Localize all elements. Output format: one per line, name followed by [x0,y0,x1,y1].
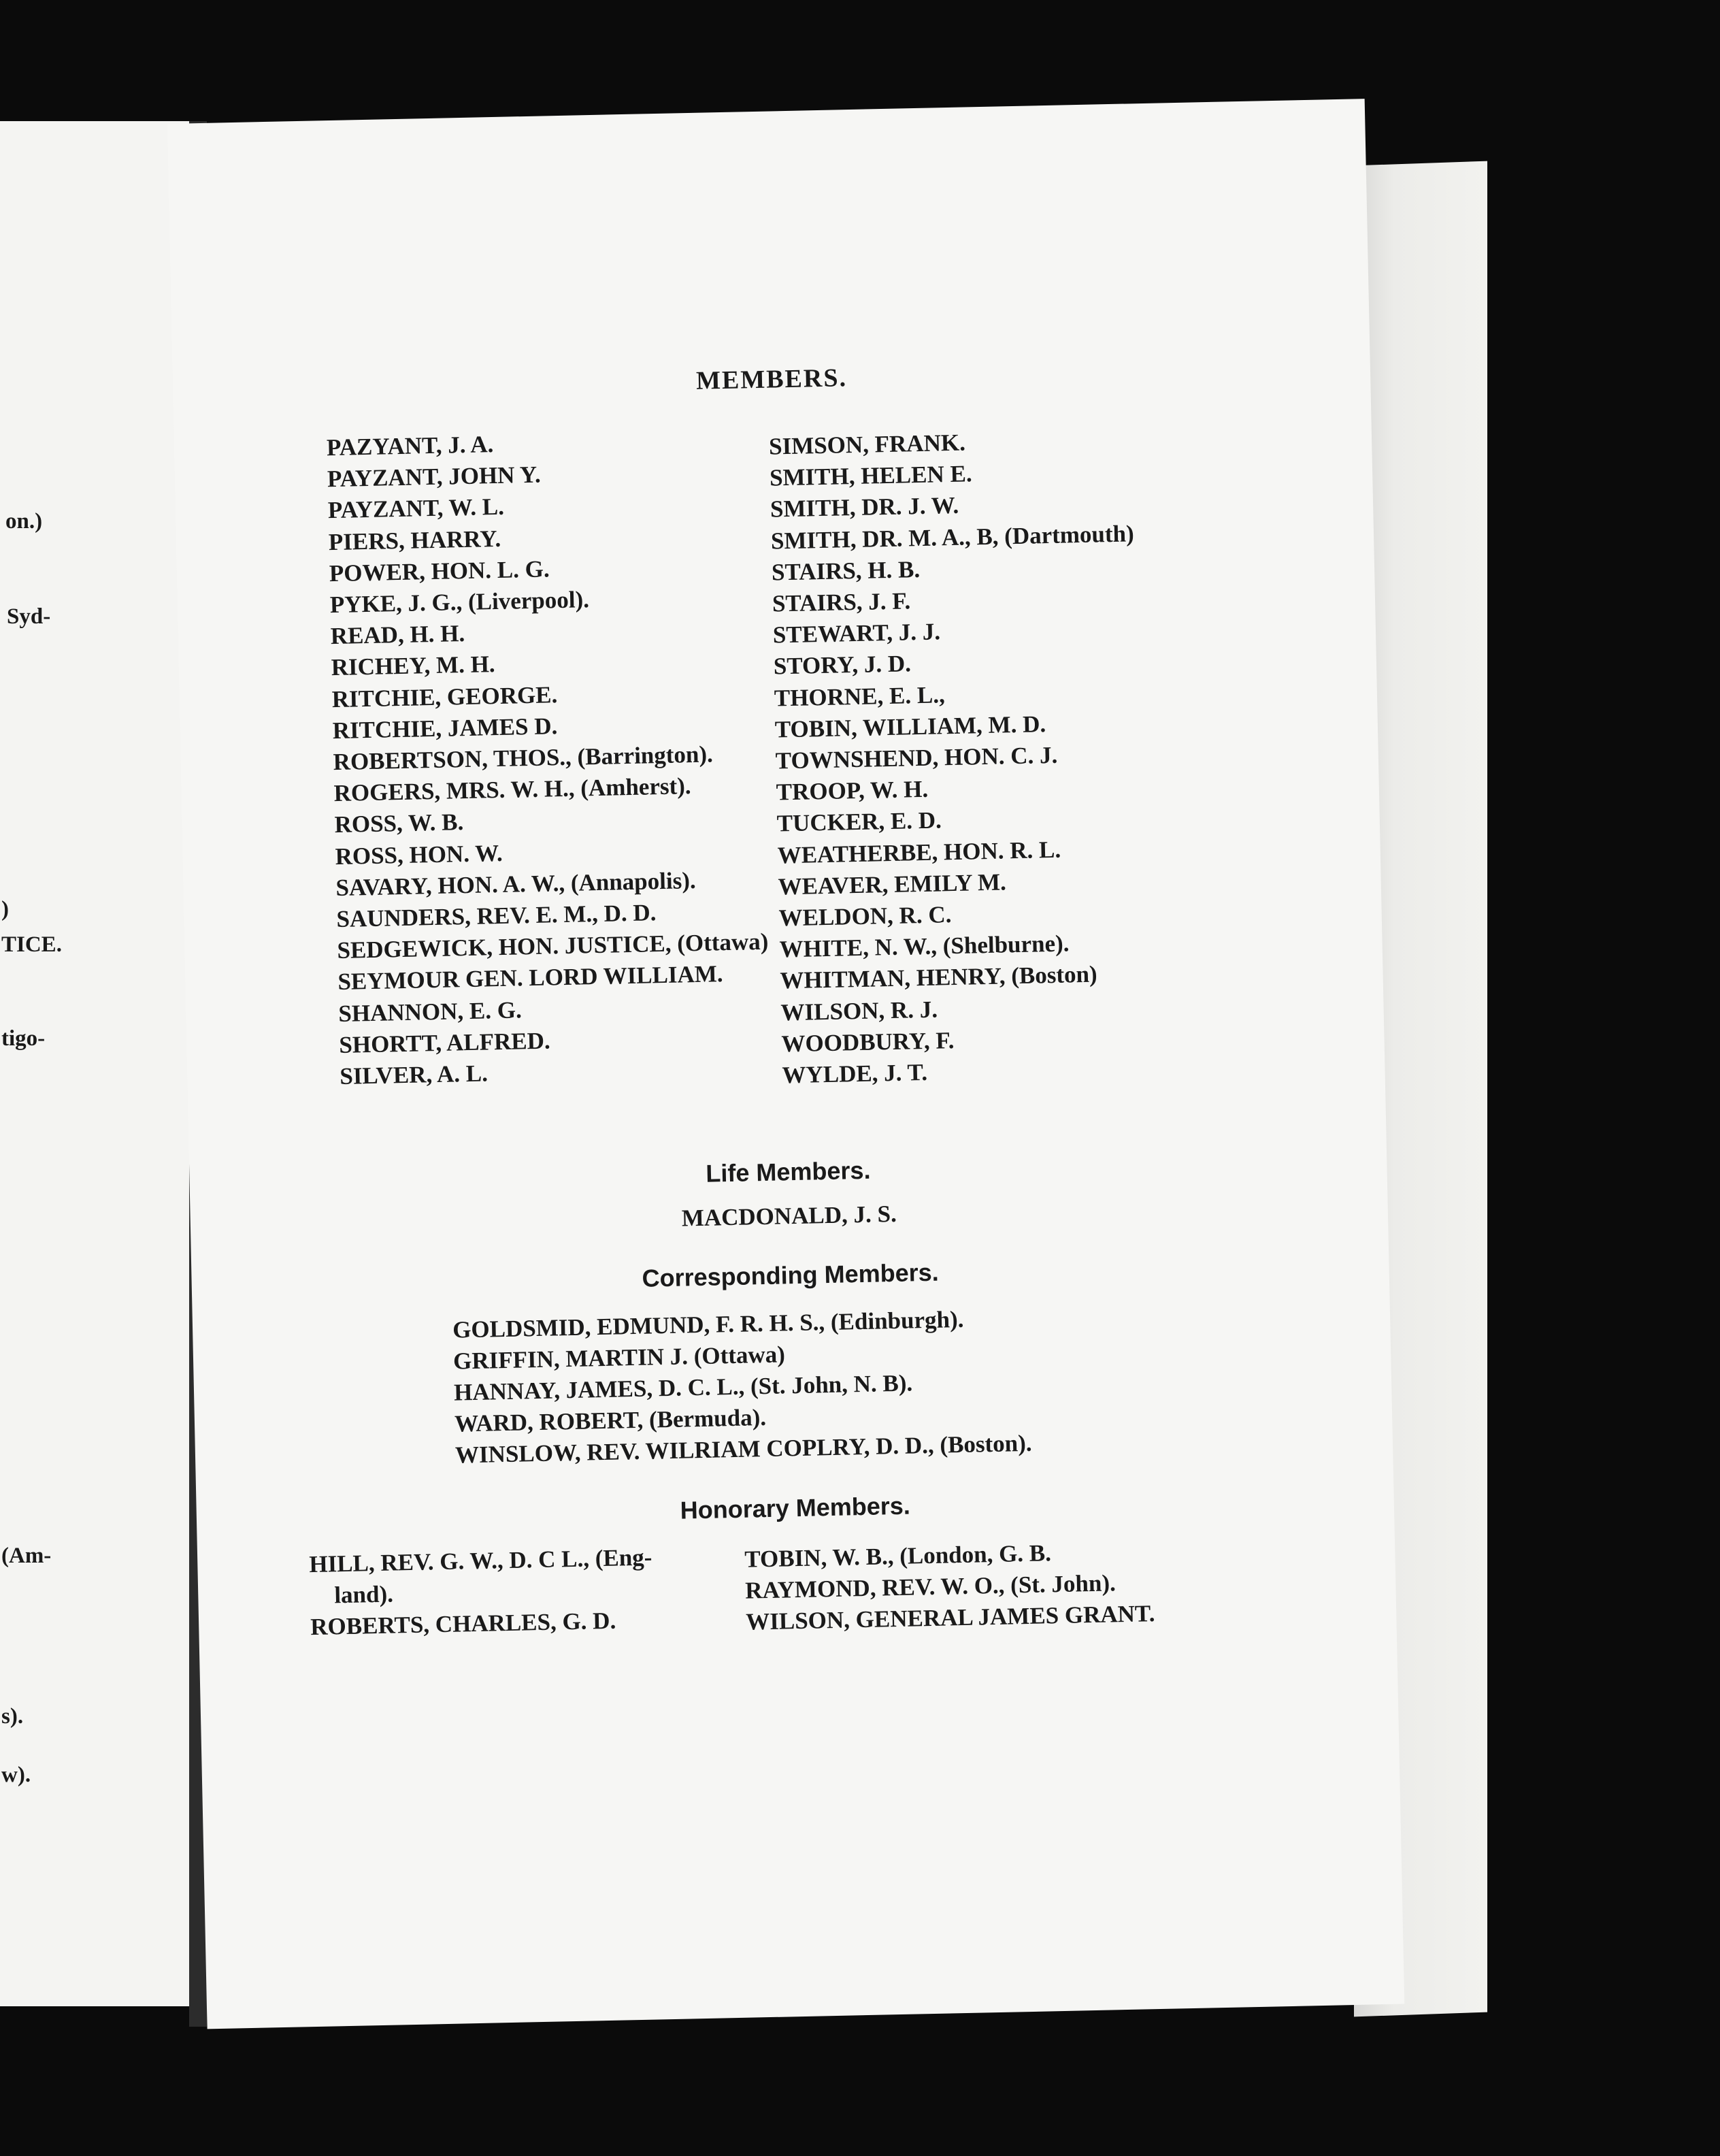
left-page-fragment: tigo- [1,1026,46,1051]
honorary-member-entry: HILL, REV. G. W., D. C L., (Eng- [308,1544,652,1578]
member-entry: WEATHERBE, HON. R. L. [777,836,1061,869]
life-member-entry: MACDONALD, J. S. [681,1200,897,1232]
member-entry: READ, H. H. [330,620,465,650]
member-entry: WYLDE, J. T. [782,1058,928,1089]
life-members-heading: Life Members. [705,1156,871,1188]
member-entry: WILSON, R. J. [780,996,938,1026]
left-page-fragment: s). [1,1704,24,1729]
corresponding-members-list [452,1303,1032,1471]
member-entry: RICHEY, M. H. [331,651,495,681]
left-page-fragment: ) [1,897,9,921]
left-page [0,121,189,2006]
honorary-member-entry: WILSON, GENERAL JAMES GRANT. [745,1600,1155,1635]
member-entry: RITCHIE, GEORGE. [331,681,558,713]
member-entry: WHITMAN, HENRY, (Boston) [780,961,1098,994]
corresponding-member-entry: HANNAY, JAMES, D. C. L., (St. John, N. B). [453,1369,913,1406]
member-entry: SAVARY, HON. A. W., (Annapolis). [335,866,697,901]
members-column-right [769,423,1146,1091]
honorary-members-column-left [309,1542,654,1644]
left-page-fragment: Syd- [7,604,51,629]
member-entry: WELDON, R. C. [778,901,952,932]
member-entry: SMITH, DR. J. W. [770,492,959,523]
corresponding-member-entry: WARD, ROBERT, (Bermuda). [454,1403,767,1437]
member-entry: SHANNON, E. G. [338,996,523,1027]
honorary-members-column-right [744,1535,1155,1638]
honorary-member-entry: ROBERTS, CHARLES, G. D. [310,1607,616,1641]
left-page-fragment: TICE. [1,932,62,957]
member-entry: SEYMOUR GEN. LORD WILLIAM. [337,960,723,996]
members-column-left [327,423,772,1092]
corresponding-member-entry: WINSLOW, REV. WILRIAM COPLRY, D. D., (Boston). [454,1429,1032,1469]
member-entry: TOBIN, WILLIAM, M. D. [774,710,1046,743]
corresponding-member-entry: GRIFFIN, MARTIN J. (Ottawa) [452,1341,786,1375]
member-entry: THORNE, E. L., [774,681,946,712]
member-entry: ROGERS, MRS. W. H., (Amherst). [333,772,691,807]
member-entry: SAUNDERS, REV. E. M., D. D. [336,899,657,933]
honorary-member-entry: land). [333,1580,394,1609]
member-entry: SEDGEWICK, HON. JUSTICE, (Ottawa) [337,928,769,964]
honorary-member-entry: TOBIN, W. B., (London, G. B. [744,1539,1052,1573]
member-entry: ROSS, HON. W. [335,839,503,870]
member-entry: TOWNSHEND, HON. C. J. [775,741,1058,774]
member-entry: RITCHIE, JAMES D. [332,713,558,744]
member-entry: PYKE, J. G., (Liverpool). [329,586,590,619]
member-entry: POWER, HON. L. G. [329,555,550,587]
member-entry: STAIRS, J. F. [772,587,911,617]
member-entry: TUCKER, E. D. [776,806,942,837]
corresponding-members-heading: Corresponding Members. [642,1258,940,1292]
honorary-members-heading: Honorary Members. [680,1491,911,1524]
member-entry: STAIRS, H. B. [771,555,921,586]
member-entry: PAZYANT, J. A. [326,431,494,461]
member-entry: TROOP, W. H. [776,776,929,806]
member-entry: SILVER, A. L. [339,1060,489,1090]
member-entry: STORY, J. D. [773,650,912,680]
member-entry: WHITE, N. W., (Shelburne). [779,930,1070,963]
member-entry: PIERS, HARRY. [328,525,501,555]
member-entry: STEWART, J. J. [772,618,941,649]
member-entry: WEAVER, EMILY M. [778,868,1007,900]
left-page-fragment: w). [1,1763,31,1787]
left-page-fragment: (Am- [1,1544,52,1568]
member-entry: SMITH, HELEN E. [769,460,973,491]
page-title: MEMBERS. [695,363,848,395]
member-entry: PAYZANT, JOHN Y. [327,461,542,493]
member-entry: SMITH, DR. M. A., B, (Dartmouth) [770,519,1135,555]
corresponding-member-entry: GOLDSMID, EDMUND, F. R. H. S., (Edinburgh). [452,1305,964,1343]
honorary-member-entry: RAYMOND, REV. W. O., (St. John). [744,1569,1117,1604]
left-page-fragment: on.) [5,509,43,534]
member-entry: PAYZANT, W. L. [327,493,505,524]
member-entry: ROSS, W. B. [334,808,464,838]
member-entry: SHORTT, ALFRED. [338,1027,551,1058]
member-entry: ROBERTSON, THOS., (Barrington). [333,740,714,776]
member-entry: SIMSON, FRANK. [768,429,966,460]
member-entry: WOODBURY, F. [781,1026,955,1058]
right-page [167,99,1404,2029]
